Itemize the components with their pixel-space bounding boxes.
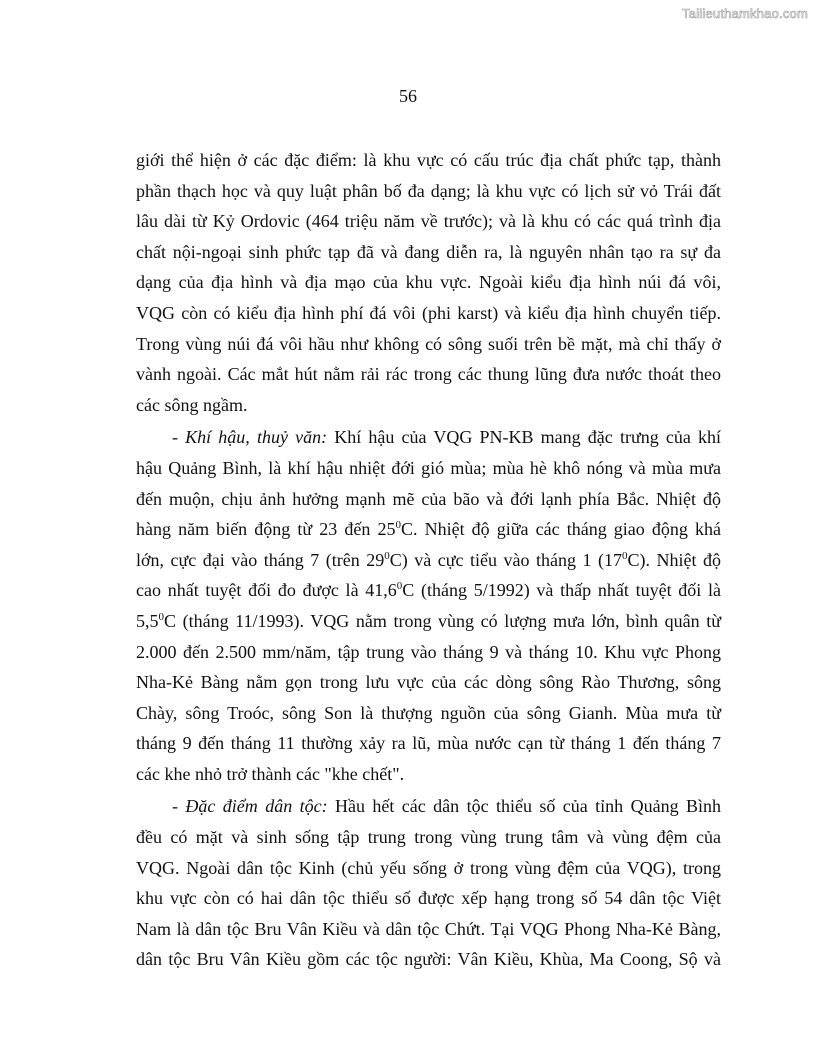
text-line: $5,5^0C$ (tháng 11/1993). VQG nằm trong vùng có lượng mưa lớn, bình quân từ	[136, 610, 721, 631]
text-line: lâu dài từ Kỷ Ordovic (464 triệu năm về trước); và là khu có các quá trình địa	[136, 211, 721, 232]
degree-superscript: 0	[396, 580, 403, 593]
document-body	[136, 145, 721, 975]
text-line: VQG. Ngoài dân tộc Kinh (chủ yếu sống ở trong vùng đệm của VQG), trong	[136, 857, 721, 878]
text-line: hậu Quảng Bình, là khí hậu nhiệt đới gió mùa; mùa hè khô nóng và mùa mưa	[136, 457, 721, 478]
text-line: VQG còn có kiểu địa hình phí đá vôi (phi karst) và kiểu địa hình chuyển tiếp.	[136, 302, 721, 323]
degree-superscript: 0	[395, 519, 401, 532]
text-line: phần thạch học và quy luật phân bố đa dạng; là khu vực có lịch sử vỏ Trái đất	[136, 180, 721, 201]
text-line: các khe nhỏ trở thành các "khe chết".	[136, 763, 405, 784]
page-number: 56	[399, 86, 417, 106]
text-line: Nha-Kẻ Bàng nằm gọn trong lưu vực của các dòng sông Rào Thương, sông	[136, 672, 721, 693]
text-line: giới thể hiện ở các đặc điểm: là khu vực có cấu trúc địa chất phức tạp, thành	[136, 150, 721, 170]
degree-superscript: 0	[621, 549, 628, 562]
text-line: các sông ngầm.	[136, 394, 248, 415]
paragraph-climate-hydrology	[136, 422, 721, 789]
text-line: Chày, sông Troóc, sông Son là thượng nguồn của sông Gianh. Mùa mưa từ	[136, 702, 721, 723]
text-line: 2.000 đến 2.500 mm/năm, tập trung vào tháng 9 và tháng 10. Khu vực Phong	[136, 641, 721, 662]
text-line: lớn, cực đại vào tháng 7 (trên $29^0C$) và cực tiểu vào tháng 1 $(17^0C)$. Nhiệt độ	[136, 549, 721, 570]
section-heading-climate: - Khí hậu, thuỷ văn:	[172, 427, 328, 448]
degree-superscript: 0	[158, 610, 164, 623]
text-line: dân tộc Bru Vân Kiều gồm các tộc người: Vân Kiều, Khùa, Ma Coong, Sộ và	[136, 949, 721, 970]
text-line: chất nội-ngoại sinh phức tạp đã và đang diễn ra, là nguyên nhân tạo ra sự đa	[136, 241, 721, 262]
text-line: - Khí hậu, thuỷ văn: Khí hậu của VQG PN-KB mang đặc trưng của khí	[172, 427, 721, 448]
paragraph-geology	[136, 145, 721, 420]
watermark: Tailieuthamkhao.com	[682, 6, 808, 21]
text-line: hàng năm biến động từ 23 đến $25^0C$. Nhiệt độ giữa các tháng giao động khá	[136, 519, 721, 540]
text-line: - Đặc điểm dân tộc: Hầu hết các dân tộc thiểu số của tỉnh Quảng Bình	[172, 796, 721, 817]
text-line: Nam là dân tộc Bru Vân Kiều và dân tộc Chứt. Tại VQG Phong Nha-Kẻ Bàng,	[136, 918, 721, 939]
paragraph-ethnic-groups	[136, 791, 721, 975]
text-line: dạng của địa hình và địa mạo của khu vực. Ngoài kiểu địa hình núi đá vôi,	[136, 272, 721, 293]
text-line: đến muộn, chịu ảnh hưởng mạnh mẽ của bão và đới lạnh phía Bắc. Nhiệt độ	[136, 488, 721, 509]
section-heading-ethnic: - Đặc điểm dân tộc:	[172, 796, 328, 817]
text-line: tháng 9 đến tháng 11 thường xảy ra lũ, mùa nước cạn từ tháng 1 đến tháng 7	[136, 733, 721, 754]
degree-superscript: 0	[384, 549, 390, 562]
text-line: cao nhất tuyệt đối đo được là 41,6$^0$C (tháng 5/1992) và thấp nhất tuyệt đối là	[136, 580, 722, 601]
text-line: đều có mặt và sinh sống tập trung trong vùng trung tâm và vùng đệm của	[136, 827, 721, 848]
text-line: Trong vùng núi đá vôi hầu như không có sông suối trên bề mặt, mà chỉ thấy ở	[136, 333, 721, 354]
text-line: vành ngoài. Các mắt hút nằm rải rác trong các thung lũng đưa nước thoát theo	[136, 364, 721, 385]
text-line: khu vực còn có hai dân tộc thiểu số được xếp hạng trong số 54 dân tộc Việt	[136, 888, 721, 909]
